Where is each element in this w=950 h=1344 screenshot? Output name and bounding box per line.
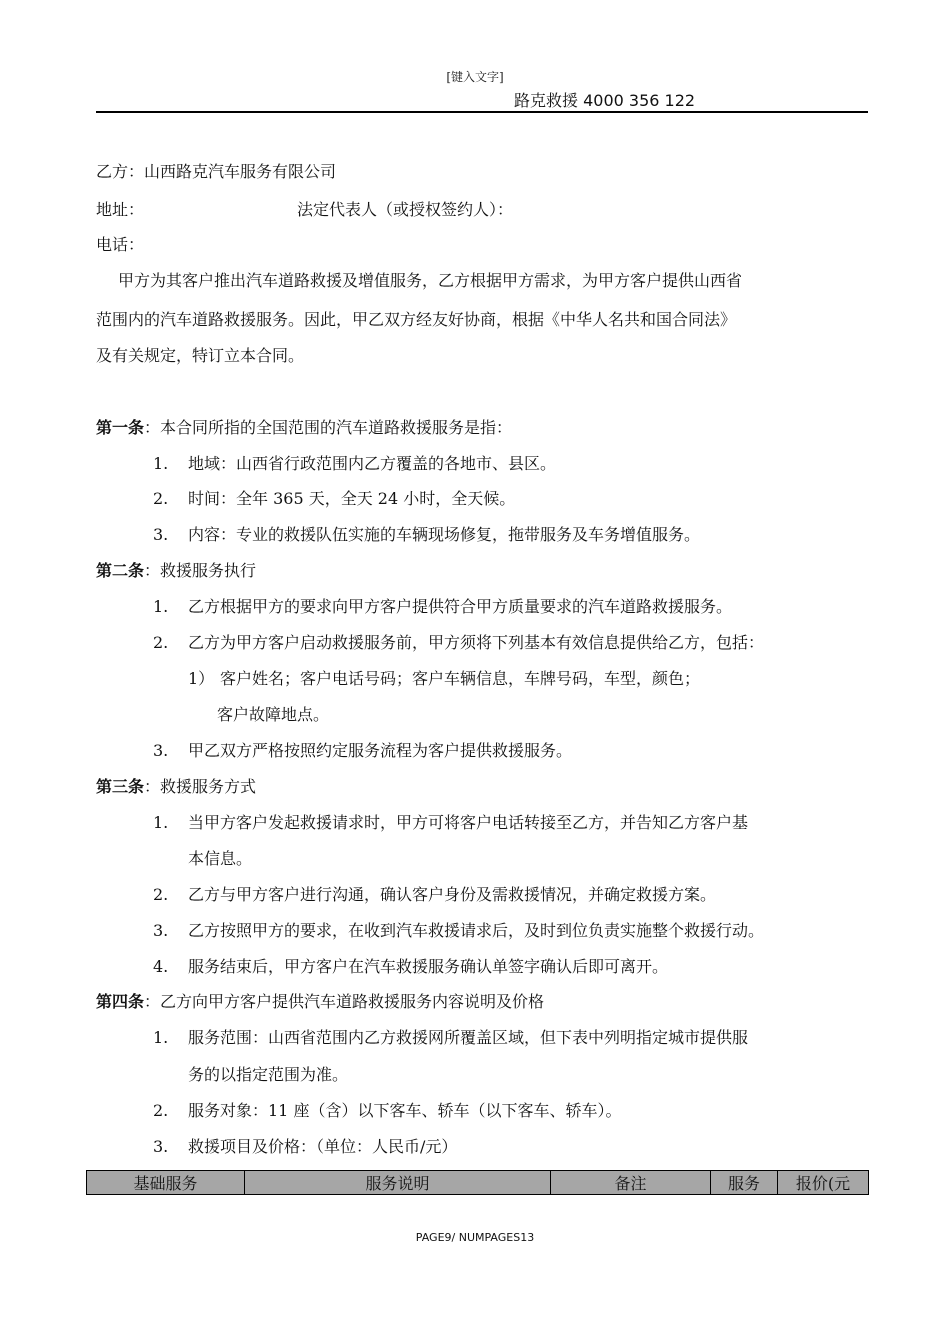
intro-line-1: 甲方为其客户推出汽车道路救援及增值服务，乙方根据甲方需求，为甲方客户提供山西省 bbox=[118, 271, 743, 290]
list-item-cont: 本信息。 bbox=[188, 849, 253, 868]
sub-list-item: 客户姓名；客户电话号码；客户车辆信息，车牌号码，车型，颜色； bbox=[220, 669, 701, 688]
phone-label: 电话： bbox=[96, 235, 145, 254]
intro-line-2: 范围内的汽车道路救援服务。因此，甲乙双方经友好协商，根据《中华人名共和国合同法》 bbox=[96, 310, 737, 329]
list-item: 乙方根据甲方的要求向甲方客户提供符合甲方质量要求的汽车道路救援服务。 bbox=[188, 597, 733, 616]
list-number: 3. bbox=[153, 921, 169, 940]
list-item: 时间：全年 365 天，全天 24 小时，全天候。 bbox=[188, 489, 516, 508]
table-header-cell: 服务说明 bbox=[245, 1171, 551, 1195]
article-label: 第四条 bbox=[96, 992, 145, 1011]
intro-line-3: 及有关规定，特订立本合同。 bbox=[96, 346, 305, 365]
article-title: ：乙方向甲方客户提供汽车道路救援服务内容说明及价格 bbox=[144, 992, 545, 1011]
list-number: 2. bbox=[153, 1101, 169, 1120]
list-number: 3. bbox=[153, 1137, 169, 1156]
header-placeholder: [键入文字] bbox=[446, 70, 504, 84]
list-number: 3. bbox=[153, 525, 169, 544]
sub-list-number: 1） bbox=[188, 669, 215, 688]
table-header-cell: 报价(元 bbox=[778, 1171, 869, 1195]
list-item: 服务范围：山西省范围内乙方救援网所覆盖区域，但下表中列明指定城市提供服 bbox=[188, 1028, 749, 1047]
price-table bbox=[86, 1170, 869, 1195]
list-item: 乙方按照甲方的要求，在收到汽车救援请求后，及时到位负责实施整个救援行动。 bbox=[188, 921, 765, 940]
table-header-cell: 备注 bbox=[551, 1171, 711, 1195]
list-item: 服务对象：11 座（含）以下客车、轿车（以下客车、轿车）。 bbox=[188, 1101, 622, 1120]
article-title: ：救援服务执行 bbox=[144, 561, 257, 580]
article-2-heading bbox=[96, 561, 256, 581]
list-item: 乙方为甲方客户启动救援服务前，甲方须将下列基本有效信息提供给乙方，包括： bbox=[188, 633, 765, 652]
table-header-cell: 服务 bbox=[711, 1171, 778, 1195]
article-title: ：本合同所指的全国范围的汽车道路救援服务是指： bbox=[144, 418, 513, 437]
list-number: 1. bbox=[153, 454, 169, 473]
list-number: 1. bbox=[153, 597, 169, 616]
list-item: 甲乙双方严格按照约定服务流程为客户提供救援服务。 bbox=[188, 741, 573, 760]
page-footer: PAGE9/ NUMPAGES13 bbox=[415, 1231, 535, 1244]
table-header-row bbox=[87, 1171, 869, 1195]
list-number: 2. bbox=[153, 885, 169, 904]
article-label: 第二条 bbox=[96, 561, 145, 580]
article-1-heading bbox=[96, 418, 512, 438]
list-item: 乙方与甲方客户进行沟通，确认客户身份及需救援情况，并确定救援方案。 bbox=[188, 885, 717, 904]
article-label: 第三条 bbox=[96, 777, 145, 796]
list-item-cont: 务的以指定范围为准。 bbox=[188, 1065, 349, 1084]
table-header-cell: 基础服务 bbox=[87, 1171, 245, 1195]
list-number: 1. bbox=[153, 1028, 169, 1047]
article-3-heading bbox=[96, 777, 256, 797]
list-number: 1. bbox=[153, 813, 169, 832]
list-item: 地域：山西省行政范围内乙方覆盖的各地市、县区。 bbox=[188, 454, 557, 473]
header-rule bbox=[96, 111, 868, 113]
list-item: 服务结束后，甲方客户在汽车救援服务确认单签字确认后即可离开。 bbox=[188, 957, 669, 976]
sub-list-item-cont: 客户故障地点。 bbox=[217, 705, 330, 724]
article-label: 第一条 bbox=[96, 418, 145, 437]
list-item: 内容：专业的救援队伍实施的车辆现场修复，拖带服务及车务增值服务。 bbox=[188, 525, 701, 544]
address-label: 地址： bbox=[96, 200, 145, 219]
list-number: 3. bbox=[153, 741, 169, 760]
list-item: 救援项目及价格：（单位：人民币/元） bbox=[188, 1137, 458, 1156]
header-title: 路克救援 4000 356 122 bbox=[514, 91, 696, 110]
representative-label: 法定代表人（或授权签约人）： bbox=[297, 200, 514, 219]
article-4-heading bbox=[96, 992, 544, 1012]
article-title: ：救援服务方式 bbox=[144, 777, 257, 796]
list-item: 当甲方客户发起救援请求时，甲方可将客户电话转接至乙方，并告知乙方客户基 bbox=[188, 813, 749, 832]
list-number: 2. bbox=[153, 489, 169, 508]
party-yi: 乙方：山西路克汽车服务有限公司 bbox=[96, 162, 337, 181]
list-number: 2. bbox=[153, 633, 169, 652]
list-number: 4. bbox=[153, 957, 169, 976]
